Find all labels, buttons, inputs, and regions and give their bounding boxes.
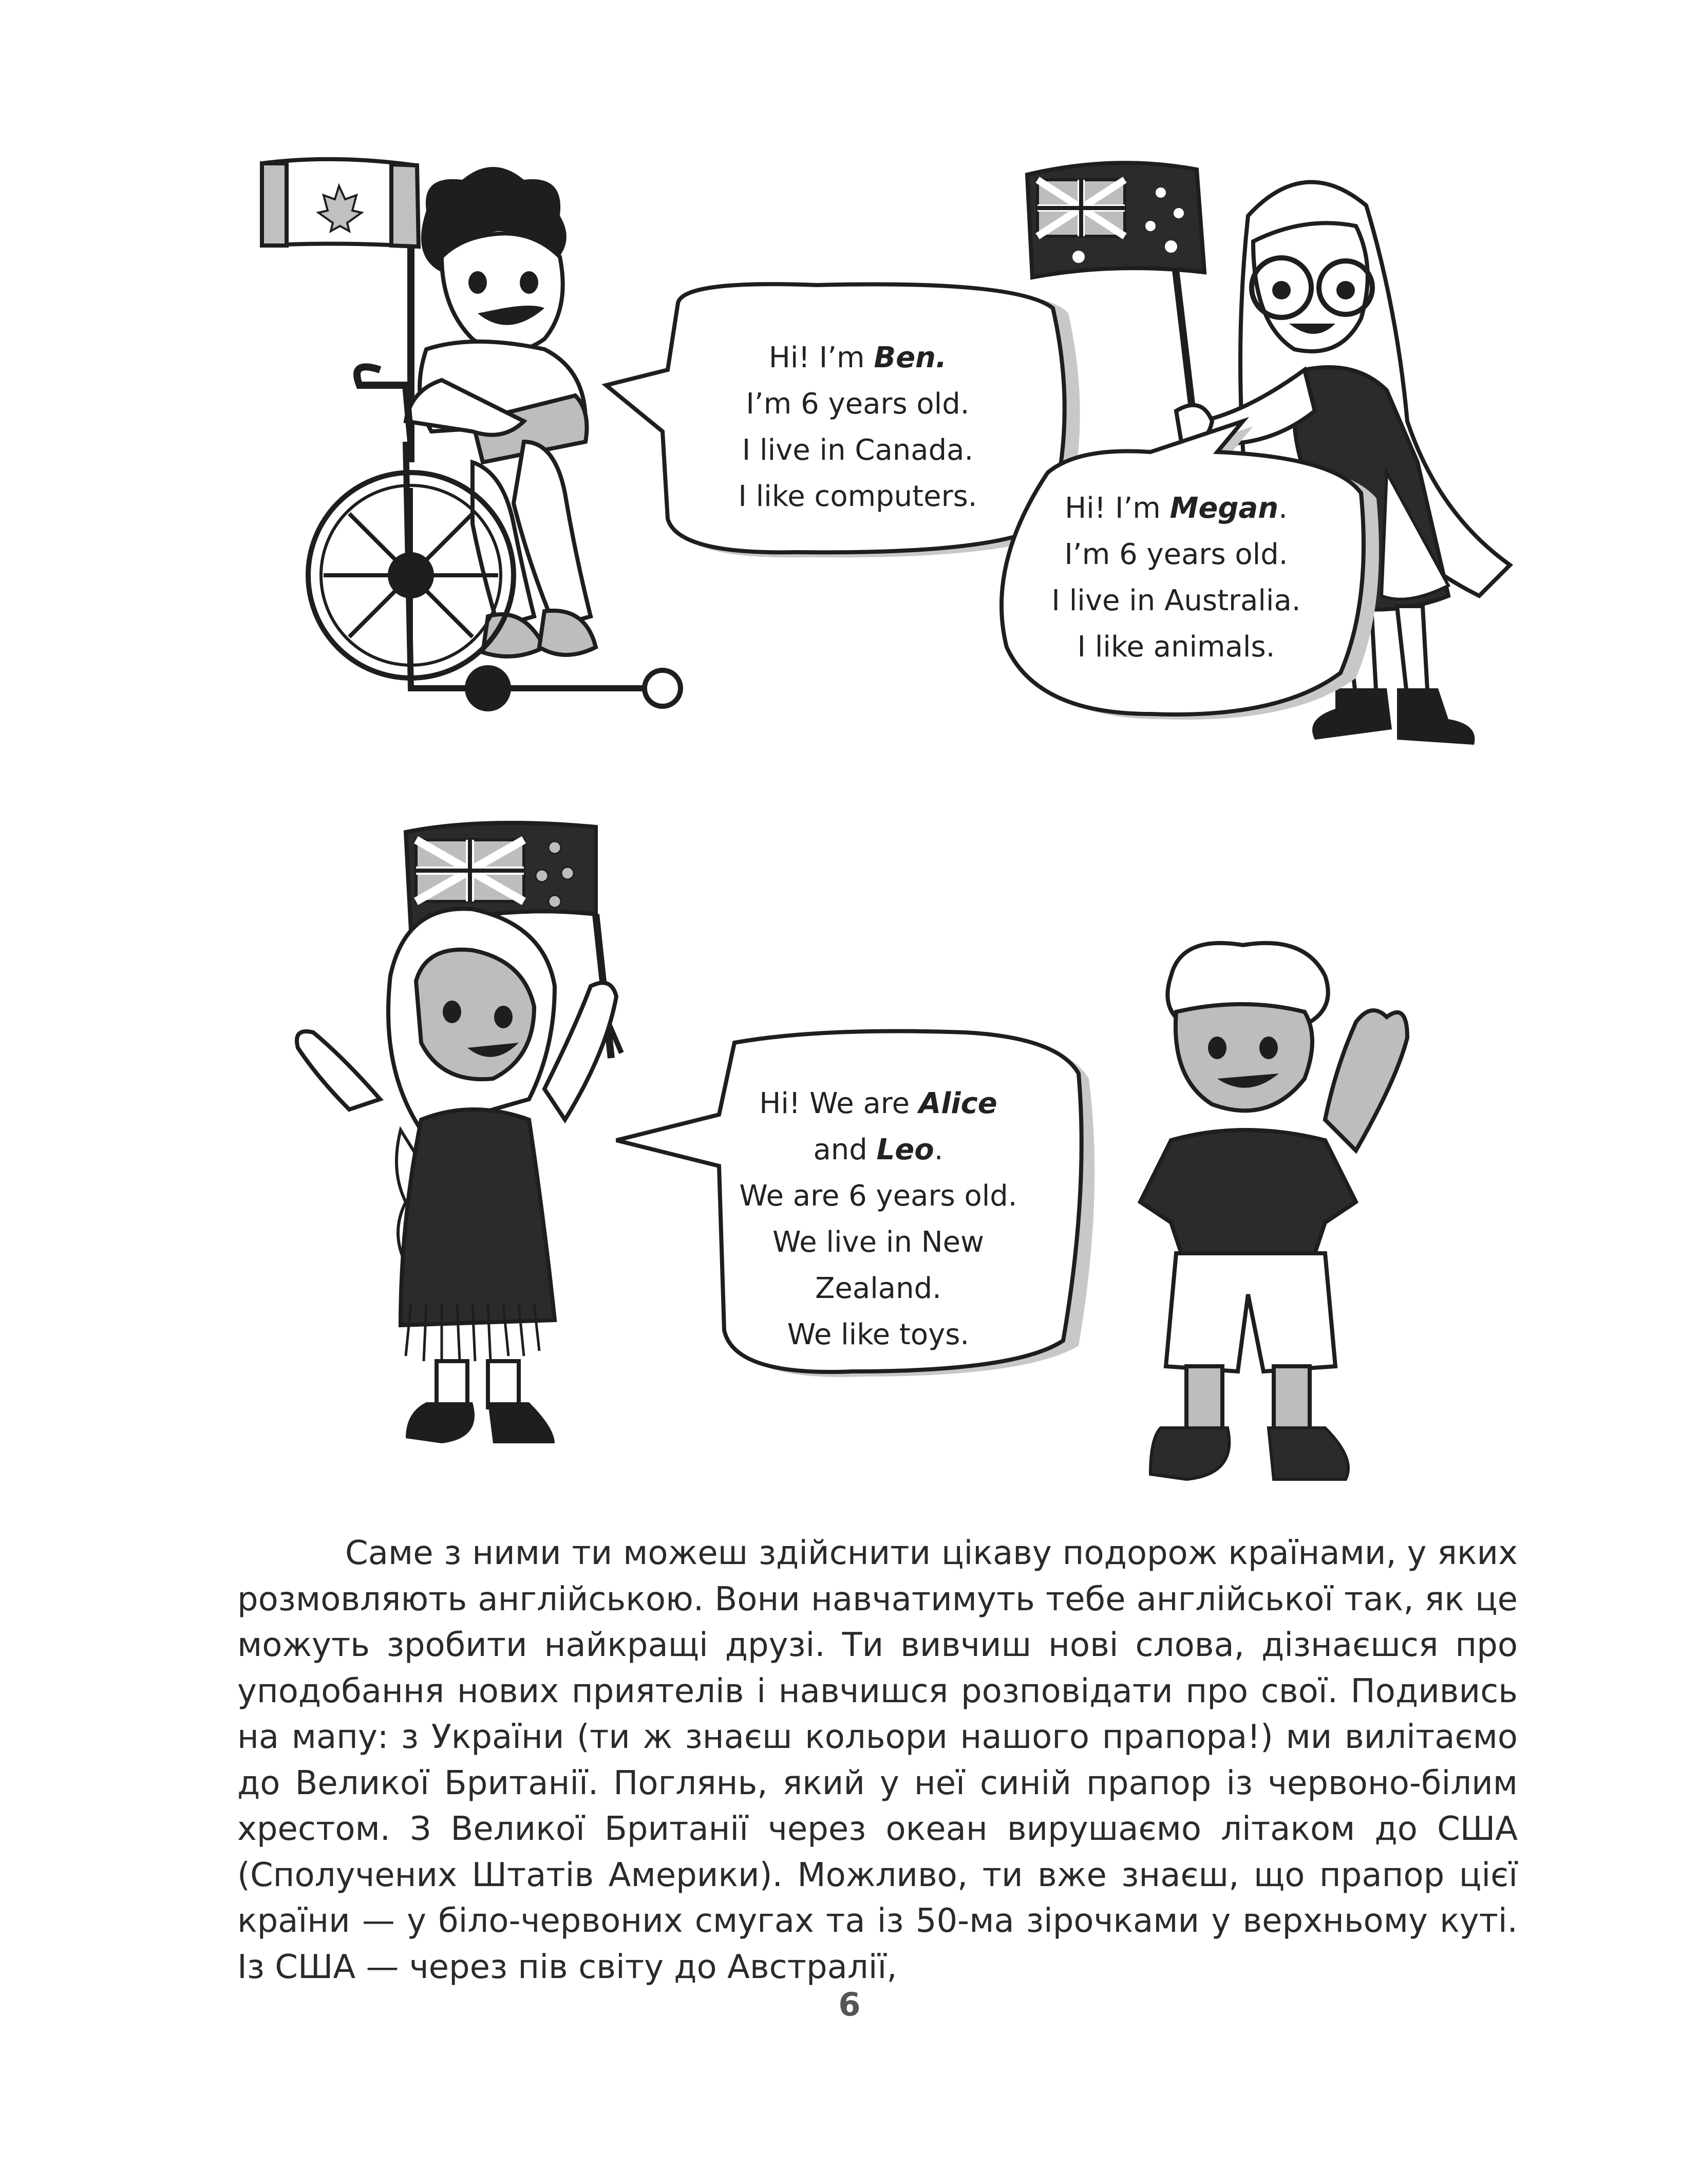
ben-country-line: I live in Canada. <box>742 434 974 467</box>
body-text <box>237 1531 1518 1990</box>
megan-speech-text: Hi! I’m Megan. I’m 6 years old. I live in Australia. I like animals. <box>1032 485 1320 670</box>
canada-flag-icon <box>262 159 419 462</box>
megan-greeting: Hi! I’m <box>1065 492 1161 525</box>
ben-greeting: Hi! I’m <box>768 341 865 374</box>
alice-leo-likes-line: We like toys. <box>787 1318 970 1351</box>
leo-drawing <box>1140 935 1418 1490</box>
alice-leo-age-line: We are 6 years old. <box>739 1179 1017 1213</box>
alice-leo-greeting: Hi! We are <box>759 1087 910 1120</box>
megan-likes-line: I like animals. <box>1077 630 1275 664</box>
ben-age-line: I’m 6 years old. <box>746 387 970 421</box>
body-paragraph: Саме з ними ти можеш здійснити цікаву подорож країнами, у яких розмовляють англійською. Вони навчатимуть тебе англійської так, як це можуть зробити найкращі друзі. Ти вивчиш нові слова, дізнаєшся про уподобання нових приятелів і навчишся розповідати про свої. Подивись на мапу: з України (ти ж знаєш кольори нашого прапора!) ми вилітаємо до Великої Британії. Поглянь, який у неї синій прапор із червоно-білим хрестом. З Великої Британії через океан вирушаємо літаком до США (Сполучених Штатів Америки). Можливо, ти вже знаєш, що прапор цієї країни — у біло-червоних смугах та із 50-ма зірочками у верхньому куті. Із США — через пів світу до Австралії, <box>237 1534 1518 1986</box>
ben-likes-line: I like computers. <box>738 480 977 513</box>
page-number: 6 <box>838 1986 861 2023</box>
alice-leo-speech-text: Hi! We are Alice and Leo. We are 6 years old. We live in New Zealand. We like toys. <box>724 1081 1032 1358</box>
illustration-leo <box>1140 935 1418 1490</box>
alice-name: Alice <box>918 1087 997 1120</box>
ben-name: Ben. <box>874 341 947 374</box>
alice-leo-country-line: We live in New Zealand. <box>772 1226 984 1305</box>
alice-drawing <box>288 812 647 1479</box>
megan-name: Megan <box>1169 492 1279 525</box>
illustration-alice <box>288 812 647 1479</box>
ben-speech-text <box>704 335 1012 520</box>
megan-age-line: I’m 6 years old. <box>1064 538 1288 571</box>
megan-country-line: I live in Australia. <box>1051 584 1301 617</box>
leo-name: Leo <box>876 1133 934 1166</box>
